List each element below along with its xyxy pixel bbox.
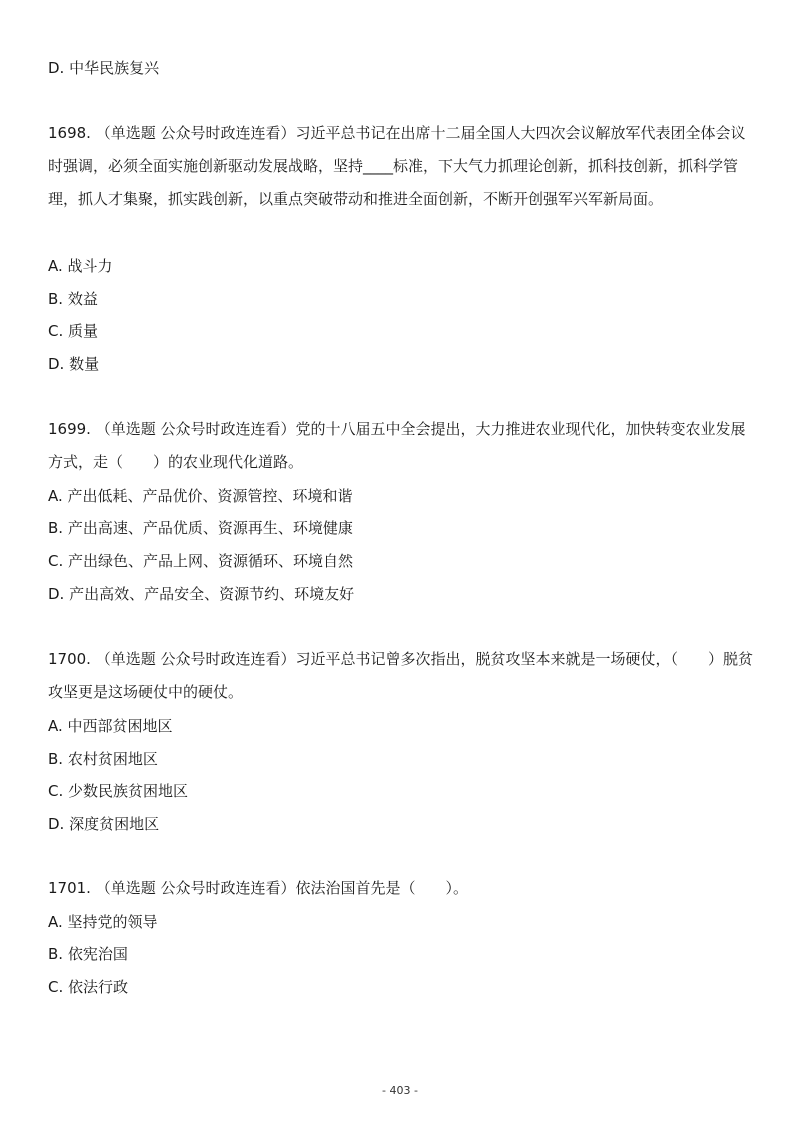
question-1701-option-a: A. 坚持党的领导: [48, 913, 158, 931]
question-1699-option-d: D. 产出高效、产品安全、资源节约、环境友好: [48, 585, 355, 603]
question-1698-stem: 1698. （单选题 公众号时政连连看）习近平总书记在出席十二届全国人大四次会议解放军代表团全体会议时强调，必须全面实施创新驱动发展战略，坚持____标准，下大气力抓理论创新，抓科技创新，抓科学管理，抓人才集聚，抓实践创新，以重点突破带动和推进全面创新，不断开创强军兴军新局面。: [48, 124, 746, 208]
previous-option-d: D. 中华民族复兴: [48, 59, 160, 77]
question-1700-option-b: B. 农村贫困地区: [48, 750, 158, 768]
question-1699-option-a: A. 产出低耗、产品优价、资源管控、环境和谐: [48, 487, 353, 505]
question-1698-option-b: B. 效益: [48, 290, 98, 308]
question-1698-option-a: A. 战斗力: [48, 257, 113, 275]
page-number: - 403 -: [382, 1084, 418, 1097]
question-1701-option-b: B. 依宪治国: [48, 945, 128, 963]
question-1699-stem: 1699. （单选题 公众号时政连连看）党的十八届五中全会提出，大力推进农业现代化，加快转变农业发展方式，走（ ）的农业现代化道路。: [48, 420, 746, 471]
question-1698-option-d: D. 数量: [48, 355, 100, 373]
question-1699-option-b: B. 产出高速、产品优质、资源再生、环境健康: [48, 519, 353, 537]
question-1698-option-c: C. 质量: [48, 322, 99, 340]
question-1701-stem: 1701. （单选题 公众号时政连连看）依法治国首先是（ ）。: [48, 879, 468, 897]
question-1699-option-c: C. 产出绿色、产品上网、资源循环、环境自然: [48, 552, 354, 570]
question-1700-option-a: A. 中西部贫困地区: [48, 717, 173, 735]
question-1701-option-c: C. 依法行政: [48, 978, 129, 996]
question-1700-option-d: D. 深度贫困地区: [48, 815, 160, 833]
question-1700-stem: 1700. （单选题 公众号时政连连看）习近平总书记曾多次指出，脱贫攻坚本来就是一场硬仗，（ ）脱贫攻坚更是这场硬仗中的硬仗。: [48, 650, 753, 701]
question-1700-option-c: C. 少数民族贫困地区: [48, 782, 189, 800]
